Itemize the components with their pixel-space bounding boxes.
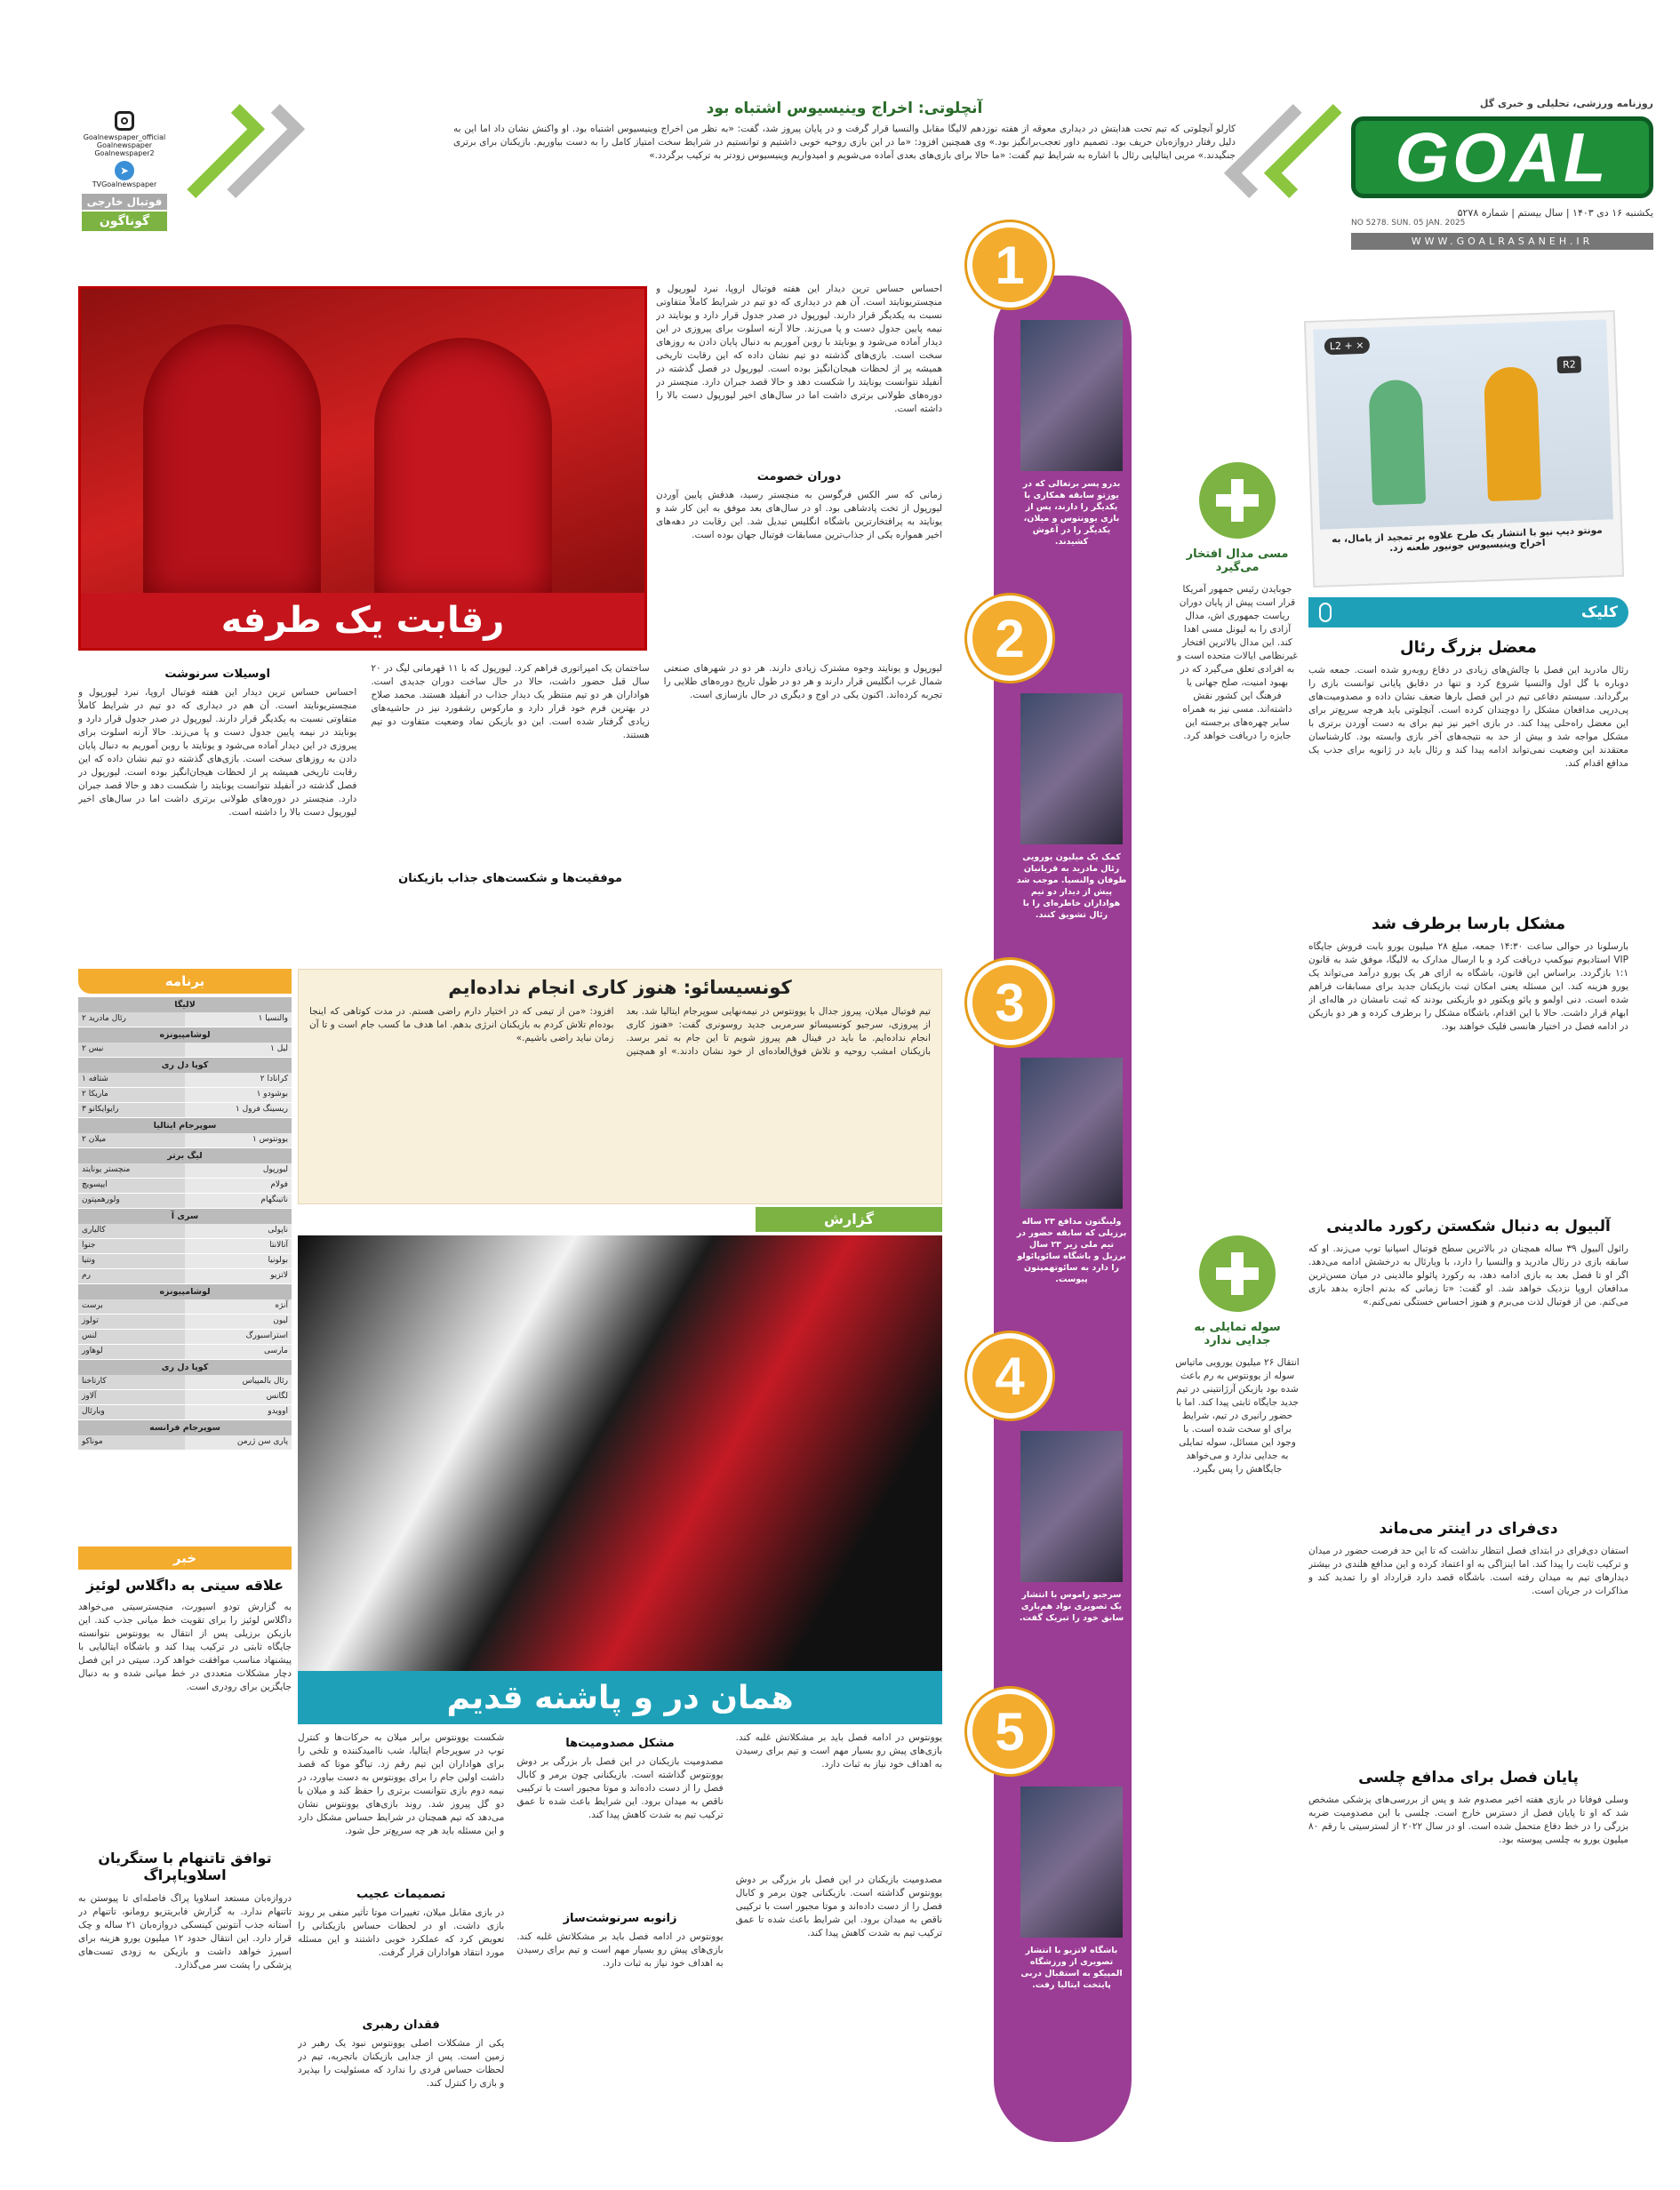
section-label-foreign: فوتبال خارجی — [82, 194, 167, 210]
plus-box-2 — [1175, 1235, 1300, 1751]
click-header — [1308, 597, 1628, 627]
team-home: لگانس — [185, 1390, 292, 1404]
program-table — [78, 969, 292, 1538]
liverpool-body3b: احساس حساس ترین دیدار این هفته فوتبال اروپا، نبرد لیورپول و منچستریونایتد است. آن هم در دیداری که دو تیم در شرایط کاملاً متفاوتی نسبت به یکدیگر قرار دارند. لیورپول در صدر جدول قرار دارد و یونایتد در نیمه پایین جدول دست و پا می‌زند. حالا آرنه اسلوت برای پیروزی در این دیدار آماده می‌شود و یونایتد با روبن آموریم به دنبال پایان دادن به روزهای سخت است. بازی‌های گذشته دو تیم نشان داده که این رقابت تاریخی همیشه پر از لحظات هیجان‌انگیز بوده است. لیورپول در فصل گذشته در آنفیلد نتوانست یونایتد را شکست دهد و حالا قصد جبران دارد. منچستر در دوره‌های طولانی برتری داشت اما در سال‌های اخیر لیورپول دست بالا را داشته است. — [78, 687, 357, 818]
team-away: نیس ۲ — [78, 1043, 185, 1057]
team-home: ناپولی — [185, 1224, 292, 1238]
headline-banner — [81, 593, 644, 648]
timeline — [949, 222, 1172, 2160]
plus-icon — [1199, 1235, 1276, 1312]
team-home: مارسی — [185, 1345, 292, 1359]
click-section — [1308, 597, 1628, 2179]
team-home: لیون — [185, 1315, 292, 1329]
team-away: شتافه ۱ — [78, 1073, 185, 1087]
team-away: موناکو — [78, 1435, 185, 1450]
timeline-number: 1 — [967, 222, 1052, 308]
report-sub3: زانوبه سرنوشت‌ساز — [563, 1912, 677, 1925]
report-sub2: تصمیمات عجیب — [356, 1888, 446, 1901]
match-row — [78, 1194, 292, 1209]
plus1-title: مسی مدال افتخار می‌گیرد — [1186, 548, 1289, 574]
report-columns — [298, 1731, 942, 2176]
timeline-photo — [1020, 1058, 1123, 1209]
social-block — [82, 111, 167, 252]
report-body4b: یوونتوس در ادامه فصل باید بر مشکلاتش غلبه کند. بازی‌های پیش رو بسیار مهم است و تیم برای رسیدن به اهداف خود نیاز به ثبات دارد. — [516, 1931, 724, 1969]
team-away: ولورهمپتون — [78, 1194, 185, 1208]
news-header — [78, 1547, 292, 1570]
match-row — [78, 1179, 292, 1194]
team-home: بولونیا — [185, 1254, 292, 1268]
team-home: پاری سن ژرمن — [185, 1435, 292, 1450]
team-home: لیل ۱ — [185, 1043, 292, 1057]
match-row — [78, 1299, 292, 1315]
player-figure — [1484, 366, 1541, 501]
report-body5: یکی از مشکلات اصلی یوونتوس نبود یک رهبر در زمین است. پس از جدایی بازیکنان باتجربه، تیم در لحظات حساس فردی را ندارد که مسئولیت را بپذیرد و بازی را کنترل کند. — [298, 2038, 505, 2089]
match-row — [78, 1224, 292, 1239]
league-header: سری آ — [78, 1209, 292, 1224]
player-silhouette — [143, 324, 321, 600]
team-away: جنوا — [78, 1239, 185, 1253]
team-home: ریسینگ فرول ۱ — [185, 1103, 292, 1117]
plus2-title: سوله تمایلی به جدایی ندارد — [1194, 1321, 1281, 1347]
team-home: کرانادا ۲ — [185, 1073, 292, 1087]
click-item1-body: رئال مادرید این فصل با چالش‌های زیادی در دفاع روبه‌رو شده است. جمعه شب دوباره با گل اول والنسیا شروع کرد و تنها در دقایق پایانی توانست بازی را برگرداند. سیستم دفاعی تیم در این فصل بارها ضعف نشان داده و مصدومیت‌های پی‌درپی مدافعان مشکل را دوچندان کرده است. آنچلوتی باید هرچه سریع‌تر برای این معضل راه‌حلی پیدا کند. در بازی اخیر نیز تیم برای به دست آوردن برتری با مشکل مواجه شد و بیش از حد به نتیجه‌های آخر بازی وابسته بود. کارشناسان معتقدند این وضعیت نمی‌تواند ادامه پیدا کند و رئال باید در ژانویه برای جذب یک مدافع اقدام کند. — [1308, 665, 1628, 769]
timeline-caption: باشگاه لاتزیو با انتشار تصویری از ورزشگاه المپیکو به استقبال دربی پایتخت ایتالیا رفت. — [1020, 1946, 1123, 1990]
match-row — [78, 1390, 292, 1405]
team-away: ویارئال — [78, 1405, 185, 1419]
team-home: رئال بالمپیاس — [185, 1375, 292, 1389]
match-row — [78, 1345, 292, 1360]
timeline-number: 2 — [967, 595, 1052, 681]
team-away: رم — [78, 1269, 185, 1283]
team-away: آلاوز — [78, 1390, 185, 1404]
league-header: کوپا دل ری — [78, 1058, 292, 1073]
team-home: بوشودو ۱ — [185, 1088, 292, 1102]
timeline-caption: کمک یک میلیون یورویی رئال مادرید به قربانیان طوفان والنسیا. موجب شد پیش از دیدار دو تیم هواداران خاطره‌ای را با رئال تشویق کنند. — [1016, 852, 1127, 920]
column — [736, 1731, 942, 2176]
date-line: یکشنبه ۱۶ دی ۱۴۰۳ | سال بیستم | شماره ۵۲۷۸ — [1457, 207, 1653, 219]
header — [0, 0, 1680, 284]
liverpool-sub2: اوسیلات سرنوشت — [164, 667, 270, 681]
match-row — [78, 1088, 292, 1103]
team-away: رئال مادرید ۲ — [78, 1012, 185, 1027]
click-item4-body: استفان دی‌فرای در ابتدای فصل انتظار نداشت که تا این حد فرصت حضور در میدان و ترکیب ثابت را پیدا کند. اما اینزاگی به او اعتماد کرده و این مدافع هلندی در بیشتر دیدارهای تیم به میدان رفته است. باشگاه قصد دارد قرارداد او را تمدید کند و مذاکرات در جریان است. — [1308, 1546, 1628, 1596]
news-section — [78, 1547, 292, 2169]
plus-icon — [1199, 462, 1276, 539]
team-home: لاتزیو — [185, 1269, 292, 1283]
timeline-item — [949, 595, 1172, 960]
report-body2: مصدومیت بازیکنان در این فصل بار بزرگی بر دوش یوونتوس گذاشته است. بازیکنانی چون برمر و کابال فصل را از دست داده‌اند و موتا مجبور است با ترکیبی ناقص به میدان برود. این شرایط باعث شده تا عمق ترکیب تیم به شدت کاهش پیدا کند. — [516, 1756, 724, 1820]
team-away: تولوز — [78, 1315, 185, 1329]
team-home: اوویدو — [185, 1405, 292, 1419]
team-home: فولام — [185, 1179, 292, 1193]
team-away: کالیاری — [78, 1224, 185, 1238]
team-away: میلان ۲ — [78, 1133, 185, 1147]
column — [371, 662, 649, 960]
team-away: لنس — [78, 1330, 185, 1344]
column — [298, 1731, 504, 2176]
league-header: سوپرجام فرانسه — [78, 1420, 292, 1435]
timeline-item — [949, 960, 1172, 1324]
instagram-icon[interactable] — [115, 111, 134, 131]
timeline-number: 3 — [967, 960, 1052, 1045]
match-row — [78, 1239, 292, 1254]
logo-text: GOAL — [1395, 117, 1610, 196]
column — [664, 662, 942, 960]
liverpool-sub3: موفقیت‌ها و شکست‌های جذاب بازیکنان — [398, 872, 622, 885]
report-label-text: گزارش — [823, 1211, 875, 1227]
timeline-caption: سرجیو راموس با انتشار یک تصویری نواد هم‌باری سابق خود را تبریک گفت. — [1019, 1590, 1124, 1623]
report-sub1: مشکل مصدومیت‌ها — [565, 1737, 675, 1750]
conceicao-body: تیم فوتبال میلان، پیروز جدال با یوونتوس در نیمه‌نهایی سوپرجام ایتالیا شد. بعد از پیروزی، سرجیو کونسیسائو سرمربی جدید روسونری گفت: «هنوز کاری انجام نداده‌ایم. ما باید در فینال هم پیروز شویم تا این جام به ثمر برسد. بازیکنان امشب روحیه و تلاش فوق‌العاده‌ای از خود نشان دادند.» او همچنین افزود: «من از تیمی که در اختیار دارم راضی هستم. در مدت کوتاهی که اینجا بوده‌ام تلاش کردم به بازیکنان انرژی بدهم. اما هدف ما کسب جام است و تا آن زمان نباید راضی باشیم.» — [309, 1006, 931, 1057]
controller-button-left: L2 + × — [1324, 337, 1370, 356]
team-home: آتالانتا — [185, 1239, 292, 1253]
plus2-body: انتقال ۲۶ میلیون یورویی ماتیاس سوله از یوونتوس به رم باعث شده بود بازیکن آرژانتینی در تیم جدید جایگاه ثابتی پیدا کند. اما با حضور رانیری در تیم، شرایط برای او سخت شده است. با وجود این مسائل، سوله تمایلی به جدایی ندارد و می‌خواهد جایگاهش را پس بگیرد. — [1175, 1357, 1300, 1475]
team-home: ناتینگهام — [185, 1194, 292, 1208]
click-item4-title: دی‌فرای در اینتر می‌ماند — [1379, 1520, 1558, 1538]
plus1-body: جوبایدن رئیس جمهور آمریکا قرار است پیش از پایان دوران ریاست جمهوری اش، مدال آزادی را به لیونل مسی اهدا کند. این مدال بالاترین افتخار غیرنظامی ایالات متحده است و به افرادی تعلق می‌گیرد که در بهبود امنیت، صلح جهانی یا فرهنگ این کشور نقش داشته‌اند. مسی نیز به همراه سایر چهره‌های برجسته این جایزه را دریافت خواهد کرد. — [1177, 584, 1298, 741]
match-row — [78, 1103, 292, 1118]
column — [78, 662, 356, 960]
timeline-photo — [1020, 693, 1123, 844]
timeline-photo — [1020, 320, 1123, 471]
mouse-icon — [1319, 603, 1332, 622]
report-label — [756, 1207, 942, 1232]
masthead-subtitle: روزنامه ورزشی، تحلیلی و خبری گل — [1479, 98, 1653, 109]
report-sub4: فقدان رهبری — [362, 2018, 440, 2032]
click-item1-title: معضل بزرگ رئال — [1400, 638, 1537, 657]
timeline-caption: بدرو پسر برتغالی که در یوزتو سابقه همکاری با یکدیگر را دارند، پس از بازی یوونتوس و میلان، یکدیگر را در آغوش کشیدند. — [1022, 479, 1121, 547]
match-row — [78, 1315, 292, 1330]
instagram-handle[interactable]: Goalnewspaper_official — [83, 133, 166, 141]
section-label-misc: گوناگون — [82, 212, 167, 231]
team-home: استراسبورگ — [185, 1330, 292, 1344]
website[interactable]: WWW.GOALRASANEH.IR — [1351, 233, 1653, 250]
news-item1-body: به گزارش تودو اسپورت، منچسترسیتی می‌خواهد داگلاس لوئیز را برای تقویت خط میانی جذب کند. این بازیکن برزیلی پس از انتقال به یوونتوس نتوانسته جایگاه ثابتی در ترکیب پیدا کند و باشگاه ایتالیایی با پیشنهاد مناسب موافقت خواهد کرد. سیتی در این فصل دچار مشکلات متعددی در خط میانی شده و به دنبال جایگزین برای رودری است. — [78, 1602, 292, 1692]
instagram-handle[interactable]: Goalnewspaper — [96, 141, 153, 149]
league-header: لوشامپیونزه — [78, 1284, 292, 1299]
team-away: برست — [78, 1299, 185, 1314]
top-story-body: کارلو آنچلوتی که تیم تحت هدایتش در دیداری معوقه از هفته نوزدهم لالیگا مقابل والنسیا قرار گرفت و در پایان پیروز شد، گفت: «به نظر من اخراج وینیسیوس اشتباه بود. او واکنش نشان داد اما این به دلیل رفتار دروازه‌بان حریف بود. تصمیم داور تعجب‌برانگیز بود.» وی همچنین افزود: «ما در این بازی روحیه خوبی داشتیم و توانستیم در شرایط سخت امتیاز کامل را به دست بیاوریم. بازیکنان برای برتری جنگیدند.» مربی ایتالیایی رئال با اشاره به شرایط تیم گفت: «ما حالا برای بازی‌های بعدی آماده می‌شویم و امیدواریم وینیسیوس زودتر به ترکیب برگردد.» — [453, 124, 1236, 161]
liverpool-columns-bottom — [78, 662, 942, 960]
match-row — [78, 1043, 292, 1058]
report-body2b: مصدومیت بازیکنان در این فصل بار بزرگی بر دوش یوونتوس گذاشته است. بازیکنانی چون برمر و کابال فصل را از دست داده‌اند و موتا مجبور است با ترکیبی ناقص به میدان برود. این شرایط باعث شده تا عمق ترکیب تیم به شدت کاهش پیدا کند. — [735, 1874, 942, 1938]
timeline-caption: ولینگتون مدافع ۲۳ ساله برزیلی که سابقه حضور در تیم ملی زیر ۲۳ سال برزیل و باشگاه سائوپائولو را دارد به سائوتهمپتون پیوست. — [1016, 1217, 1127, 1284]
timeline-photo — [1020, 1786, 1123, 1938]
news-item1-title: علاقه سیتی به داگلاس لوئیز — [86, 1577, 284, 1594]
match-row — [78, 1435, 292, 1451]
team-away: رایوایکانو ۳ — [78, 1103, 185, 1117]
team-home: آنژه — [185, 1299, 292, 1314]
program-body — [78, 997, 292, 1451]
headline-banner — [298, 1671, 942, 1724]
match-row — [78, 1073, 292, 1088]
team-home: والنسیا ۱ — [185, 1012, 292, 1027]
news-item2-title: توافق تاتنهام با ستگریان اسلاویاپراگ — [98, 1850, 272, 1883]
click-item2-title: مشکل بارسا برطرف شد — [1371, 915, 1566, 933]
instagram-handle[interactable]: Goalnewspaper2 — [94, 149, 155, 157]
timeline-item — [949, 1333, 1172, 1698]
liverpool-image — [78, 286, 647, 651]
comic-frame — [1304, 310, 1624, 587]
click-item5-body: وسلی فوفانا در بازی هفته اخیر مصدوم شد و پس از بررسی‌های پزشکی مشخص شد که او تا پایان فصل از دسترس خارج است. چلسی با این مصدومیت ضربه بزرگی را در خط دفاع متحمل شده است. او در سال ۲۰۲۲ از لسترسیتی با رقم ۸۰ میلیون یورو به چلسی پیوسته بود. — [1308, 1794, 1628, 1845]
telegram-handle[interactable]: TVGoalnewspaper — [92, 180, 157, 188]
match-row — [78, 1330, 292, 1345]
report-body3: در بازی مقابل میلان، تغییرات موتا تأثیر منفی بر روند بازی داشت. او در لحظات حساس بازیکنانی را تعویض کرد که عملکرد خوبی داشتند و این مسئله مورد انتقاد هواداران قرار گرفت. — [298, 1907, 505, 1958]
league-header: سوپرجام ایتالیا — [78, 1118, 292, 1133]
plus-box-1 — [1175, 462, 1300, 1067]
report-image — [298, 1235, 942, 1724]
timeline-item — [949, 222, 1172, 587]
liverpool-headline: رقابت یک طرفه — [220, 600, 505, 641]
news-item2-body: دروازه‌بان مستعد اسلاویا پراگ فاصله‌ای تا پیوستن به تاتنهام ندارد. به گزارش فابریتزیو رومانو، تاتنهام در آستانه جذب آنتونین کینسکی دروازه‌بان ۲۱ ساله و چک قرار دارد. این انتقال حدود ۱۲ میلیون یورو هزینه برای اسپرز خواهد داشت و بازیکن به زودی تست‌های پزشکی را پشت سر می‌گذارد. — [78, 1893, 292, 1970]
match-row — [78, 1375, 292, 1390]
team-away: ماریکا ۲ — [78, 1088, 185, 1102]
news-label: خبر — [172, 1550, 197, 1566]
comic-caption: مونتو دیپ نیو با انتشار یک طرح علاوه بر تمجید از یامال، به اخراج وینیسیوس جونیور طعنه زد. — [1331, 524, 1603, 554]
team-away: ونتیا — [78, 1254, 185, 1268]
liverpool-body: احساس حساس ترین دیدار این هفته فوتبال اروپا، نبرد لیورپول و منچستریونایتد است. آن هم در دیداری که دو تیم در شرایط کاملاً متفاوتی نسبت به یکدیگر قرار دارند. لیورپول در صدر جدول قرار دارد و یونایتد در نیمه پایین جدول دست و پا می‌زند. حالا آرنه اسلوت برای پیروزی در این دیدار آماده می‌شود و یونایتد با روبن آموریم به دنبال پایان دادن به روزهای سخت است. بازی‌های گذشته دو تیم نشان داده که این رقابت تاریخی همیشه پر از لحظات هیجان‌انگیز بوده است. لیورپول در فصل گذشته در آنفیلد نتوانست یونایتد را شکست دهد و حالا قصد جبران دارد. منچستر در دوره‌های طولانی برتری داشت اما در سال‌های اخیر لیورپول دست بالا را داشته است. — [656, 284, 942, 414]
timeline-number: 5 — [967, 1689, 1052, 1774]
click-label: کلیک — [1580, 603, 1618, 621]
click-item2-body: بارسلونا در حوالی ساعت ۱۴:۳۰ جمعه، مبلغ ۲۸ میلیون یورو بابت فروش جایگاه VIP استادیوم نیوکمپ دریافت کرد و با ارسال مدارک به لالیگا، موفق شد به قانون ۱:۱ بازگردد. براساس این قانون، باشگاه به ازای هر یک یورو درآمد می‌تواند یک یورو هزینه کند. این مسئله یعنی امکان ثبت بازیکنان جدید برای مسابقات فراهم شده است. دنی اولمو و پائو ویکتور دو بازیکنی بودند که ثبت نامشان در هاله‌ای از ابهام قرار داشت. حالا با این اقدام، باشگاه مشکل را برطرف کرده و هر دو بازیکن در ادامه فصل در اختیار هانسی فلیک خواهند بود. — [1308, 941, 1628, 1032]
program-title: برنامه — [164, 973, 205, 989]
masthead — [1351, 98, 1653, 298]
click-item5-title: پایان فصل برای مدافع چلسی — [1358, 1769, 1579, 1786]
liverpool-body4: ساختمان یک امپراتوری فراهم کرد. لیورپول که با ۱۱ قهرمانی لیگ در ۲۰ سال قبل حضور داشت، حالا در حال ساخت دوران جدیدی است. هواداران هر دو تیم منتظر یک دیدار جذاب در آنفیلد هستند. محمد صلاح در بهترین فرم خود قرار دارد و مارکوس رشفورد نیز در حاشیه‌های زیادی گرفتار شده است. این دو بازیکن نماد وضعیت متفاوت دو تیم هستند. — [371, 663, 650, 740]
click-item3-title: آلبیول به دنبال شکستن رکورد مالدینی — [1326, 1218, 1611, 1235]
team-away: ایپسویچ — [78, 1179, 185, 1193]
liverpool-body2: زمانی که سر الکس فرگوسن به منچستر رسید، هدفش پایین آوردن لیورپول از تخت پادشاهی بود. او در سال‌های بعد موفق به این کار شد و یونایتد به پرافتخارترین باشگاه انگلیس تبدیل شد. این رقابت در دهه‌های اخیر همواره یکی از جذاب‌ترین مسابقات فوتبال جهان بوده است. — [656, 490, 942, 540]
team-away: کارتاخنا — [78, 1375, 185, 1389]
match-row — [78, 1163, 292, 1179]
date-line-en: NO 5278. SUN. 05 JAN. 2025 — [1351, 219, 1466, 228]
column — [516, 1731, 723, 2176]
liverpool-column-right — [656, 283, 942, 656]
controller-button-right: R2 — [1557, 356, 1581, 373]
team-away: لوهاور — [78, 1345, 185, 1359]
report-headline: همان در و پاشنه قدیم — [446, 1679, 794, 1716]
team-home: لیورپول — [185, 1163, 292, 1178]
league-header: لالیگا — [78, 997, 292, 1012]
comic-drawing — [1313, 319, 1613, 529]
report-body: شکست یوونتوس برابر میلان به حرکات‌ها و کنترل توپ در سوپرجام ایتالیا، شب ناامیدکننده و تلخی را برای هواداران این تیم رقم زد. تیاگو موتا که قصد داشت اولین جام را برای یوونتوس به دست بیاورد، در نیمه دوم بازی نتوانست برتری را حفظ کند و میلان با دو گل پیروز شد. روند بازی‌های یوونتوس نشان می‌دهد که تیم همچنان در شرایط حساس مشکل دارد و این مسئله باید هر چه سریع‌تر حل شود. — [298, 1732, 505, 1836]
conceicao-title: کونسیسائو: هنوز کاری انجام نداده‌ایم — [448, 977, 792, 998]
player-silhouette — [374, 338, 552, 600]
match-row — [78, 1405, 292, 1420]
timeline-photo — [1020, 1431, 1123, 1582]
conceicao-box — [298, 969, 942, 1204]
match-row — [78, 1133, 292, 1148]
timeline-number: 4 — [967, 1333, 1052, 1419]
match-row — [78, 1269, 292, 1284]
league-header: لوشامپیونزه — [78, 1027, 292, 1043]
match-row — [78, 1254, 292, 1269]
match-row — [78, 1012, 292, 1027]
team-away: منچستر یونایتد — [78, 1163, 185, 1178]
program-header — [78, 969, 292, 994]
league-header: کوپا دل ری — [78, 1360, 292, 1375]
team-home: یوونتوس ۱ — [185, 1133, 292, 1147]
timeline-item — [949, 1689, 1172, 2053]
player-figure — [1368, 380, 1426, 506]
logo[interactable] — [1351, 116, 1653, 198]
liverpool-sub1: دوران خصومت — [756, 470, 842, 484]
telegram-icon[interactable]: ➤ — [115, 161, 134, 180]
league-header: لیگ برتر — [78, 1148, 292, 1163]
report-body4: یوونتوس در ادامه فصل باید بر مشکلاتش غلبه کند. بازی‌های پیش رو بسیار مهم است و تیم برای رسیدن به اهداف خود نیاز به ثبات دارد. — [735, 1732, 942, 1770]
liverpool-body3: لیورپول و یونایتد وجوه مشترک زیادی دارند. هر دو در شهرهای صنعتی شمال غرب انگلیس قرار دارند و هر دو در طول تاریخ دوره‌های طلایی را تجربه کرده‌اند. اکنون یکی در اوج و دیگری در حال بازسازی است. — [663, 663, 942, 700]
top-story-title: آنچلوتی: اخراج وینیسیوس اشتباه بود — [706, 100, 983, 117]
click-item3-body: رائول آلبیول ۳۹ ساله همچنان در بالاترین سطح فوتبال اسپانیا توپ می‌زند. او که سابقه بازی در رئال مادرید و والنسیا را دارد، با ویارئال به درخشش ادامه می‌دهد. اگر او تا فصل بعد به بازی ادامه دهد، به رکورد پائولو مالدینی در میان مسن‌ترین مدافعان اروپا نزدیک خواهد شد. او گفت: «تا زمانی که بدنم اجازه بدهد بازی می‌کنم. من از فوتبال لذت می‌برم و هنوز احساس خستگی نمی‌کنم.» — [1308, 1243, 1628, 1307]
